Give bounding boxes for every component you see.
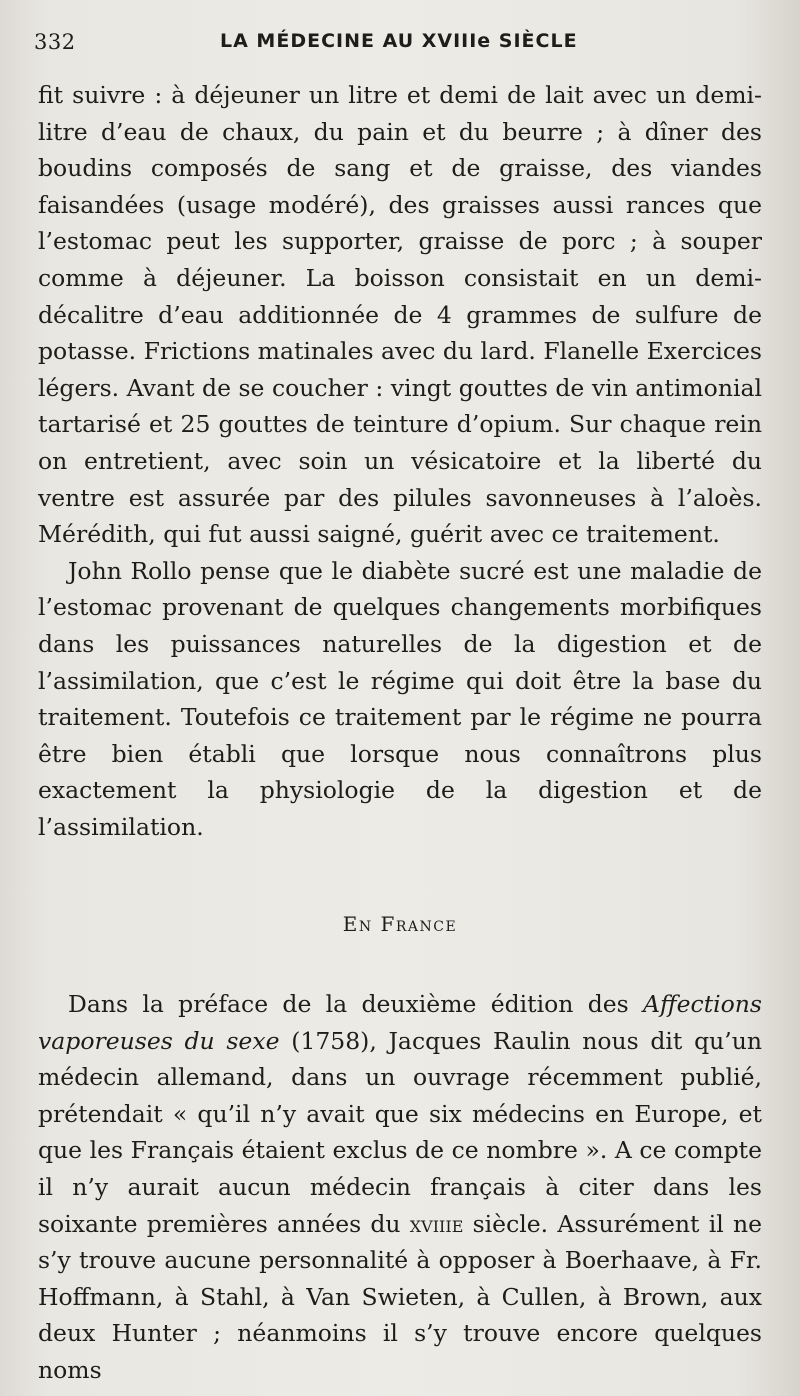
- body-text-bottom: [38, 986, 762, 1389]
- page-header: [34, 30, 760, 60]
- paragraph-regimen: fit suivre : à déjeuner un litre et demi de lait avec un demi-litre d’eau de chaux, du pain et du beurre ; à dîner des boudins composés de sang et de graisse, des viandes faisandées (usage modéré), des graisses aussi rances que l’estomac peut les supporter, graisse de porc ; à souper comme à déjeuner. La boisson consistait en un demi-décalitre d’eau additionnée de 4 grammes de sulfure de potasse. Frictions matinales avec du lard. Flanelle Exercices légers. Avant de se coucher : vingt gouttes de vin antimonial tartarisé et 25 gouttes de teinture d’opium. Sur chaque rein on entretient, avec soin un vésicatoire et la liberté du ventre est assurée par des pilules savonneuses à l’aloès. Mérédith, qui fut aussi saigné, guérit avec ce traitement.: [38, 81, 762, 549]
- text-segment: siècle. Assurément il ne s’y trouve aucune personnalité à opposer à Boerhaave, à Fr. Hoffmann, à Stahl, à Van Swieten, à Cullen, à Brown, aux deux Hunter ; néanmoins il s’y trouve encore quelques noms: [38, 1209, 762, 1384]
- text-segment: Dans la préface de la deuxième édition des: [68, 990, 643, 1018]
- running-title: LA MÉDECINE AU XVIIIe SIÈCLE: [220, 30, 578, 52]
- section-heading: En France: [342, 912, 458, 936]
- paragraph-john-rollo: John Rollo pense que le diabète sucré est une maladie de l’estomac provenant de quelques changements morbifiques dans les puissances naturelles de la digestion et de l’assimilation, que c’est le régime qui doit être la base du traitement. Toutefois ce traitement par le régime ne pourra être bien établi que lorsque nous connaîtrons plus exactement la physiologie de la digestion et de l’assimilation.: [38, 556, 762, 841]
- text-segment: (1758), Jacques Raulin nous dit qu’un médecin allemand, dans un ouvrage récemment publié, prétendait « qu’il n’y avait que six médecins en Europe, et que les Français étaient exclus de ce nombre ». A ce compte il n’y aurait aucun médecin français à citer dans les soixante premières années du: [38, 1026, 762, 1238]
- century-label: xviiie: [409, 1209, 464, 1238]
- page-number: 332: [34, 30, 76, 54]
- paragraph-raulin: [38, 986, 762, 1389]
- body-text-top: [38, 77, 762, 845]
- book-title: Affections vaporeuses du sexe: [38, 990, 762, 1055]
